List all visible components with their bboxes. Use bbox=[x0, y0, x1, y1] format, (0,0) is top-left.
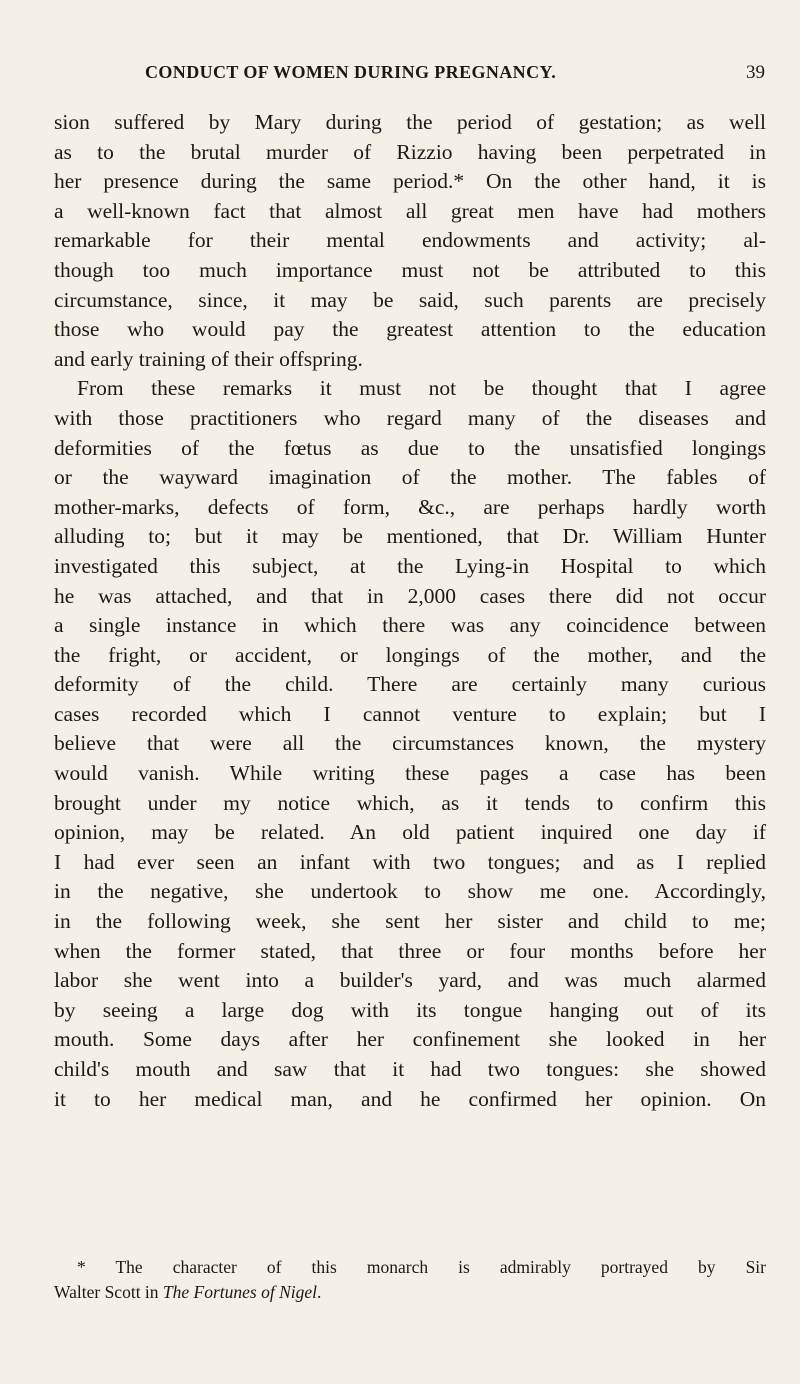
text-line: sion suffered by Mary during the period of gestation; as well bbox=[54, 110, 766, 134]
footnote bbox=[54, 1255, 766, 1305]
footnote-line: * The character of this monarch is admirably portrayed by Sir bbox=[77, 1257, 766, 1277]
body-text bbox=[54, 108, 766, 1114]
text-line: the fright, or accident, or longings of the mother, and the bbox=[54, 642, 766, 667]
text-line: as to the brutal murder of Rizzio having been perpetrated in bbox=[54, 139, 766, 164]
text-line: brought under my notice which, as it tends to confirm this bbox=[54, 790, 766, 815]
text-line: mother-marks, defects of form, &c., are perhaps hardly worth bbox=[54, 494, 766, 519]
text-line: opinion, may be related. An old patient inquired one day if bbox=[54, 820, 766, 845]
text-line: a well-known fact that almost all great men have had mothers bbox=[54, 198, 766, 223]
text-line: deformities of the fœtus as due to the unsatisfied longings bbox=[54, 435, 766, 460]
text-line: with those practitioners who regard many of the diseases and bbox=[54, 405, 766, 430]
text-line: believe that were all the circumstances known, the mystery bbox=[54, 731, 766, 756]
text-line: deformity of the child. There are certainly many curious bbox=[54, 672, 766, 697]
text-line: it to her medical man, and he confirmed her opinion. On bbox=[54, 1086, 766, 1111]
text-line: when the former stated, that three or four months before her bbox=[54, 938, 766, 963]
text-line: her presence during the same period.* On the other hand, it is bbox=[54, 169, 766, 194]
footnote-text: . bbox=[317, 1282, 322, 1302]
text-line: labor she went into a builder's yard, and was much alarmed bbox=[54, 968, 766, 993]
text-line: a single instance in which there was any coincidence between bbox=[54, 613, 766, 638]
text-line: child's mouth and saw that it had two tongues: she showed bbox=[54, 1057, 766, 1081]
footnote-text: Walter Scott in bbox=[54, 1282, 163, 1302]
text-line: in the negative, she undertook to show me one. Accordingly, bbox=[54, 879, 766, 904]
text-line: cases recorded which I cannot venture to explain; but I bbox=[54, 701, 766, 726]
text-line: would vanish. While writing these pages a case has been bbox=[54, 761, 766, 786]
book-title: The Fortunes of Nigel bbox=[162, 1282, 318, 1302]
text-line: investigated this subject, at the Lying-in Hospital to which bbox=[54, 553, 766, 578]
page-number: 39 bbox=[746, 62, 765, 83]
text-line: by seeing a large dog with its tongue hanging out of its bbox=[54, 997, 766, 1022]
text-line: in the following week, she sent her sister and child to me; bbox=[54, 909, 766, 934]
text-line: or the wayward imagination of the mother. The fables of bbox=[54, 465, 766, 490]
text-line: mouth. Some days after her confinement she looked in her bbox=[54, 1027, 766, 1052]
text-line: I had ever seen an infant with two tongues; and as I replied bbox=[54, 849, 766, 874]
text-line: those who would pay the greatest attention to the education bbox=[54, 317, 766, 342]
page-header bbox=[125, 62, 765, 86]
footnote-line bbox=[54, 1280, 766, 1305]
running-title: CONDUCT OF WOMEN DURING PREGNANCY. bbox=[145, 62, 557, 82]
text-line: alluding to; but it may be mentioned, that Dr. William Hunter bbox=[54, 524, 766, 549]
text-line: he was attached, and that in 2,000 cases there did not occur bbox=[54, 583, 766, 608]
text-line: circumstance, since, it may be said, such parents are precisely bbox=[54, 287, 766, 312]
text-line: though too much importance must not be attributed to this bbox=[54, 257, 766, 282]
text-line: remarkable for their mental endowments and activity; al- bbox=[54, 228, 766, 253]
text-line: and early training of their offspring. bbox=[54, 346, 363, 371]
text-line: From these remarks it must not be thought that I agree bbox=[77, 376, 766, 401]
